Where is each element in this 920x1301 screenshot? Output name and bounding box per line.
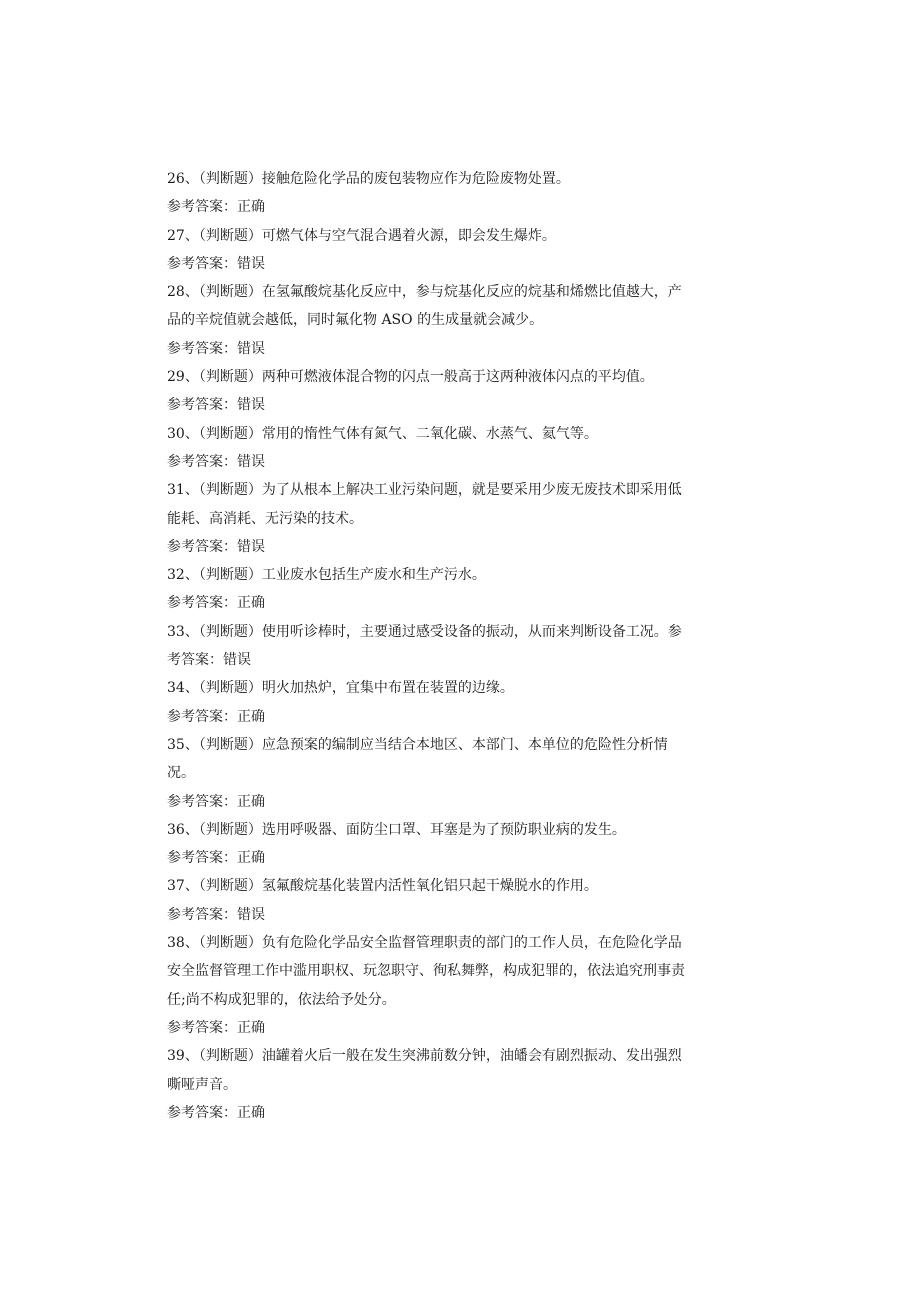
answer-line: 参考答案：正确 bbox=[167, 1019, 265, 1036]
question-text-line: 28、（判断题）在氢氟酸烷基化反应中，参与烷基化反应的烷基和烯燃比值越大，产 bbox=[167, 284, 682, 301]
question-item bbox=[167, 816, 742, 873]
answer-line: 参考答案：正确 bbox=[167, 199, 265, 216]
question-text-line: 任;尚不构成犯罪的，依法给予处分。 bbox=[167, 991, 396, 1008]
question-text-line: 36、（判断题）选用呼吸器、面防尘口罩、耳塞是为了预防职业病的发生。 bbox=[167, 821, 626, 838]
answer-line: 参考答案：错误 bbox=[167, 340, 265, 357]
question-text-line: 29、（判断题）两种可燃液体混合物的闪点一般高于这两种液体闪点的平均值。 bbox=[167, 369, 654, 386]
question-text-line: 35、（判断题）应急预案的编制应当结合本地区、本部门、本单位的危险性分析情 bbox=[167, 736, 668, 753]
question-text-line: 嘶哑声音。 bbox=[167, 1076, 237, 1093]
question-item bbox=[167, 929, 742, 1042]
answer-line: 参考答案：正确 bbox=[167, 793, 265, 810]
question-item bbox=[167, 420, 742, 477]
question-item bbox=[167, 872, 742, 929]
question-text-line: 39、（判断题）油罐着火后一般在发生突沸前数分钟，油皤会有剧烈振动、发出强烈 bbox=[167, 1048, 682, 1065]
question-text-line: 38、（判断题）负有危险化学品安全监督管理职责的部门的工作人员，在危险化学品 bbox=[167, 935, 682, 952]
question-text-line: 33、（判断题）使用听诊棒时，主要通过感受设备的振动，从而来判断设备工况。参 bbox=[167, 623, 682, 640]
question-text-line: 37、（判断题）氢氟酸烷基化装置内活性氧化铝只起干燥脱水的作用。 bbox=[167, 878, 598, 895]
question-text-line: 30、（判断题）常用的惰性气体有氮气、二氧化碳、水蒸气、氦气等。 bbox=[167, 425, 598, 442]
answer-line: 参考答案：错误 bbox=[167, 538, 265, 555]
question-text-line: 32、（判断题）工业废水包括生产废水和生产污水。 bbox=[167, 567, 486, 584]
question-text-line: 34、（判断题）明火加热炉，宜集中布置在装置的边缘。 bbox=[167, 680, 514, 697]
question-item bbox=[167, 731, 742, 816]
question-list bbox=[167, 165, 742, 1127]
question-text-line: 安全监督管理工作中滥用职权、玩忽职守、徇私舞弊，构成犯罪的，依法追究刑事责 bbox=[167, 963, 685, 980]
question-text-line: 品的辛烷值就会越低，同时氟化物 ASO 的生成量就会减少。 bbox=[167, 312, 544, 329]
question-item bbox=[167, 561, 742, 618]
question-item bbox=[167, 165, 742, 222]
answer-line: 参考答案：正确 bbox=[167, 850, 265, 867]
question-text-line: 能耗、高消耗、无污染的技术。 bbox=[167, 510, 363, 527]
question-text-line: 考答案：错误 bbox=[167, 652, 251, 669]
question-text-line: 27、（判断题）可燃气体与空气混合遇着火源，即会发生爆炸。 bbox=[167, 227, 556, 244]
question-item bbox=[167, 674, 742, 731]
question-item bbox=[167, 222, 742, 279]
answer-line: 参考答案：错误 bbox=[167, 906, 265, 923]
answer-line: 参考答案：正确 bbox=[167, 595, 265, 612]
question-item bbox=[167, 618, 742, 675]
question-text-line: 况。 bbox=[167, 765, 195, 782]
question-item bbox=[167, 1042, 742, 1127]
question-item bbox=[167, 278, 742, 363]
answer-line: 参考答案：错误 bbox=[167, 255, 265, 272]
question-item bbox=[167, 363, 742, 420]
question-text-line: 26、（判断题）接触危险化学品的废包装物应作为危险废物处置。 bbox=[167, 171, 570, 187]
answer-line: 参考答案：正确 bbox=[167, 1104, 265, 1121]
answer-line: 参考答案：错误 bbox=[167, 397, 265, 414]
question-text-line: 31、（判断题）为了从根本上解决工业污染问题，就是要采用少废无废技术即采用低 bbox=[167, 482, 682, 499]
question-item bbox=[167, 476, 742, 561]
answer-line: 参考答案：错误 bbox=[167, 453, 265, 470]
answer-line: 参考答案：正确 bbox=[167, 708, 265, 725]
